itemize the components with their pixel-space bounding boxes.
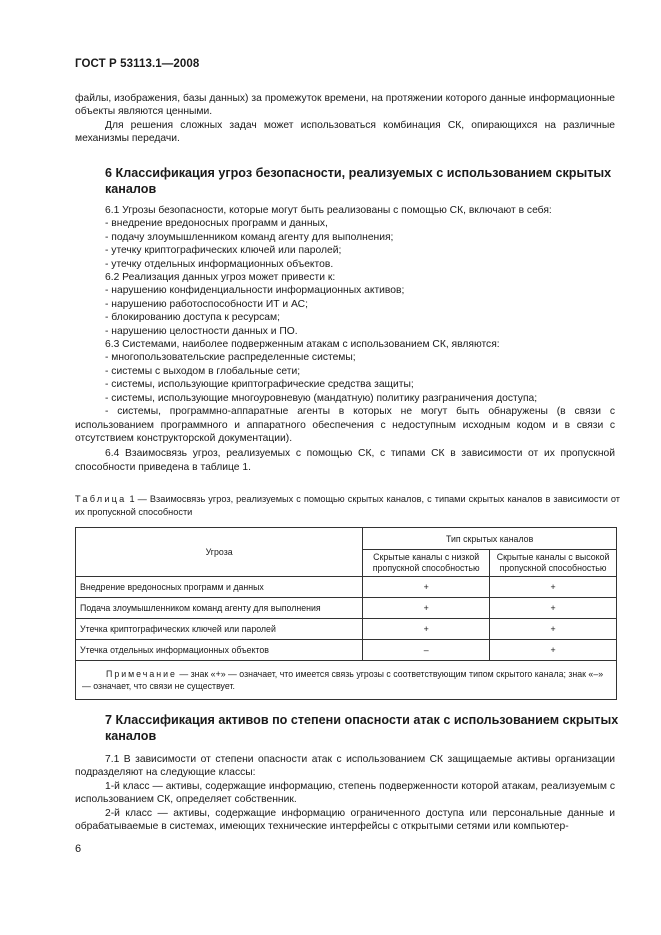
section-6-body [75,204,615,474]
table-note-row [76,661,617,700]
table-note-label: Примечание [106,668,177,679]
section-7-body [75,753,615,833]
high-bandwidth-mark: + [490,619,617,640]
list-item: - системы, программно-аппаратные агенты в которых не могут быть обнаружены (в связи с использованием программного и аппаратного обеспечения с недоступным исходным кодом и в связи с отсутствием конструкторской документации). [75,406,615,444]
list-item: - системы с выходом в глобальные сети; [105,365,301,377]
low-bandwidth-mark: – [363,640,490,661]
intro-paragraph-2: Для решения сложных задач может использоваться комбинация СК, опирающихся на различные механизмы передачи. [75,119,615,145]
table-row [76,619,617,640]
table-note-text: — знак «+» — означает, что имеется связь угрозы с соответствующим типом скрытого канала; знак «–» — означает, что связи не существует. [82,668,604,691]
class-1-paragraph: 1-й класс — активы, содержащие информацию, степень подверженности которой атакам, реализуемым с использованием СК, определяет собственник. [75,780,615,806]
low-bandwidth-mark: + [363,577,490,598]
clause-6-2: 6.2 Реализация данных угроз может привести к: [105,272,336,284]
list-item: - нарушению целостности данных и ПО. [105,325,298,337]
page-number: 6 [75,843,82,855]
table-caption [75,493,620,518]
table-row [76,598,617,619]
intro-paragraph-1: файлы, изображения, базы данных) за промежуток времени, на протяжении которого данные информационные объекты являются ценными. [75,93,615,118]
list-item: - утечку отдельных информационных объектов. [105,258,334,270]
threat-cell: Внедрение вредоносных программ и данных [76,577,363,598]
list-item: - утечку криптографических ключей или паролей; [105,245,342,257]
class-2-paragraph: 2-й класс — активы, содержащие информацию ограниченного доступа или персональные данные и обрабатываемые в системах, имеющих технические интерфейсы с открытыми сетями или компьютер- [75,807,615,833]
table-caption-text: 1 — Взаимосвязь угроз, реализуемых с помощью скрытых каналов, с типами скрытых каналов в зависимости от их пропускной способности [75,494,620,517]
threat-cell: Утечка криптографических ключей или паролей [76,619,363,640]
clause-6-4: 6.4 Взаимосвязь угроз, реализуемых с помощью СК, с типами СК в зависимости от их пропускной способности приведена в таблице 1. [75,448,615,473]
list-item: - нарушению конфиденциальности информационных активов; [105,285,405,297]
table-note [76,661,617,700]
clause-6-1: 6.1 Угрозы безопасности, которые могут быть реализованы с помощью СК, включают в себя: [105,205,552,216]
section-7-title: 7 Классификация активов по степени опасности атак с использованием скрытых каналов [105,713,619,743]
threat-cell: Утечка отдельных информационных объектов [76,640,363,661]
table-caption-label: Таблица [75,494,127,504]
column-header-high-bandwidth: Скрытые каналы с высокой пропускной способностью [490,550,617,577]
section-6-title: 6 Классификация угроз безопасности, реализуемых с использованием скрытых каналов [105,166,612,196]
table-row [76,640,617,661]
high-bandwidth-mark: + [490,598,617,619]
list-item: - блокированию доступа к ресурсам; [105,312,280,324]
clause-6-3: 6.3 Системами, наиболее подверженным атакам с использованием СК, являются: [105,339,500,351]
low-bandwidth-mark: + [363,619,490,640]
column-header-threat: Угроза [76,528,363,577]
list-item: - внедрение вредоносных программ и данных, [105,218,328,230]
list-item: - системы, использующие многоуровневую (мандатную) политику разграничения доступа; [105,392,538,404]
threat-table [75,527,617,700]
threat-cell: Подача злоумышленником команд агенту для выполнения [76,598,363,619]
clause-7-1: 7.1 В зависимости от степени опасности атак с использованием СК защищаемые активы организации подразделяют на следующие классы: [75,754,615,779]
column-header-channel-type: Тип скрытых каналов [363,528,617,550]
table-row [76,577,617,598]
high-bandwidth-mark: + [490,577,617,598]
list-item: - подачу злоумышленником команд агенту для выполнения; [105,231,394,243]
column-header-low-bandwidth: Скрытые каналы с низкой пропускной способностью [363,550,490,577]
list-item: - многопользовательские распределенные системы; [105,352,356,364]
list-item: - нарушению работоспособности ИТ и АС; [105,298,308,310]
intro-text [75,92,615,146]
list-item: - системы, использующие криптографические средства защиты; [105,379,414,391]
document-header: ГОСТ Р 53113.1—2008 [75,58,200,70]
low-bandwidth-mark: + [363,598,490,619]
high-bandwidth-mark: + [490,640,617,661]
